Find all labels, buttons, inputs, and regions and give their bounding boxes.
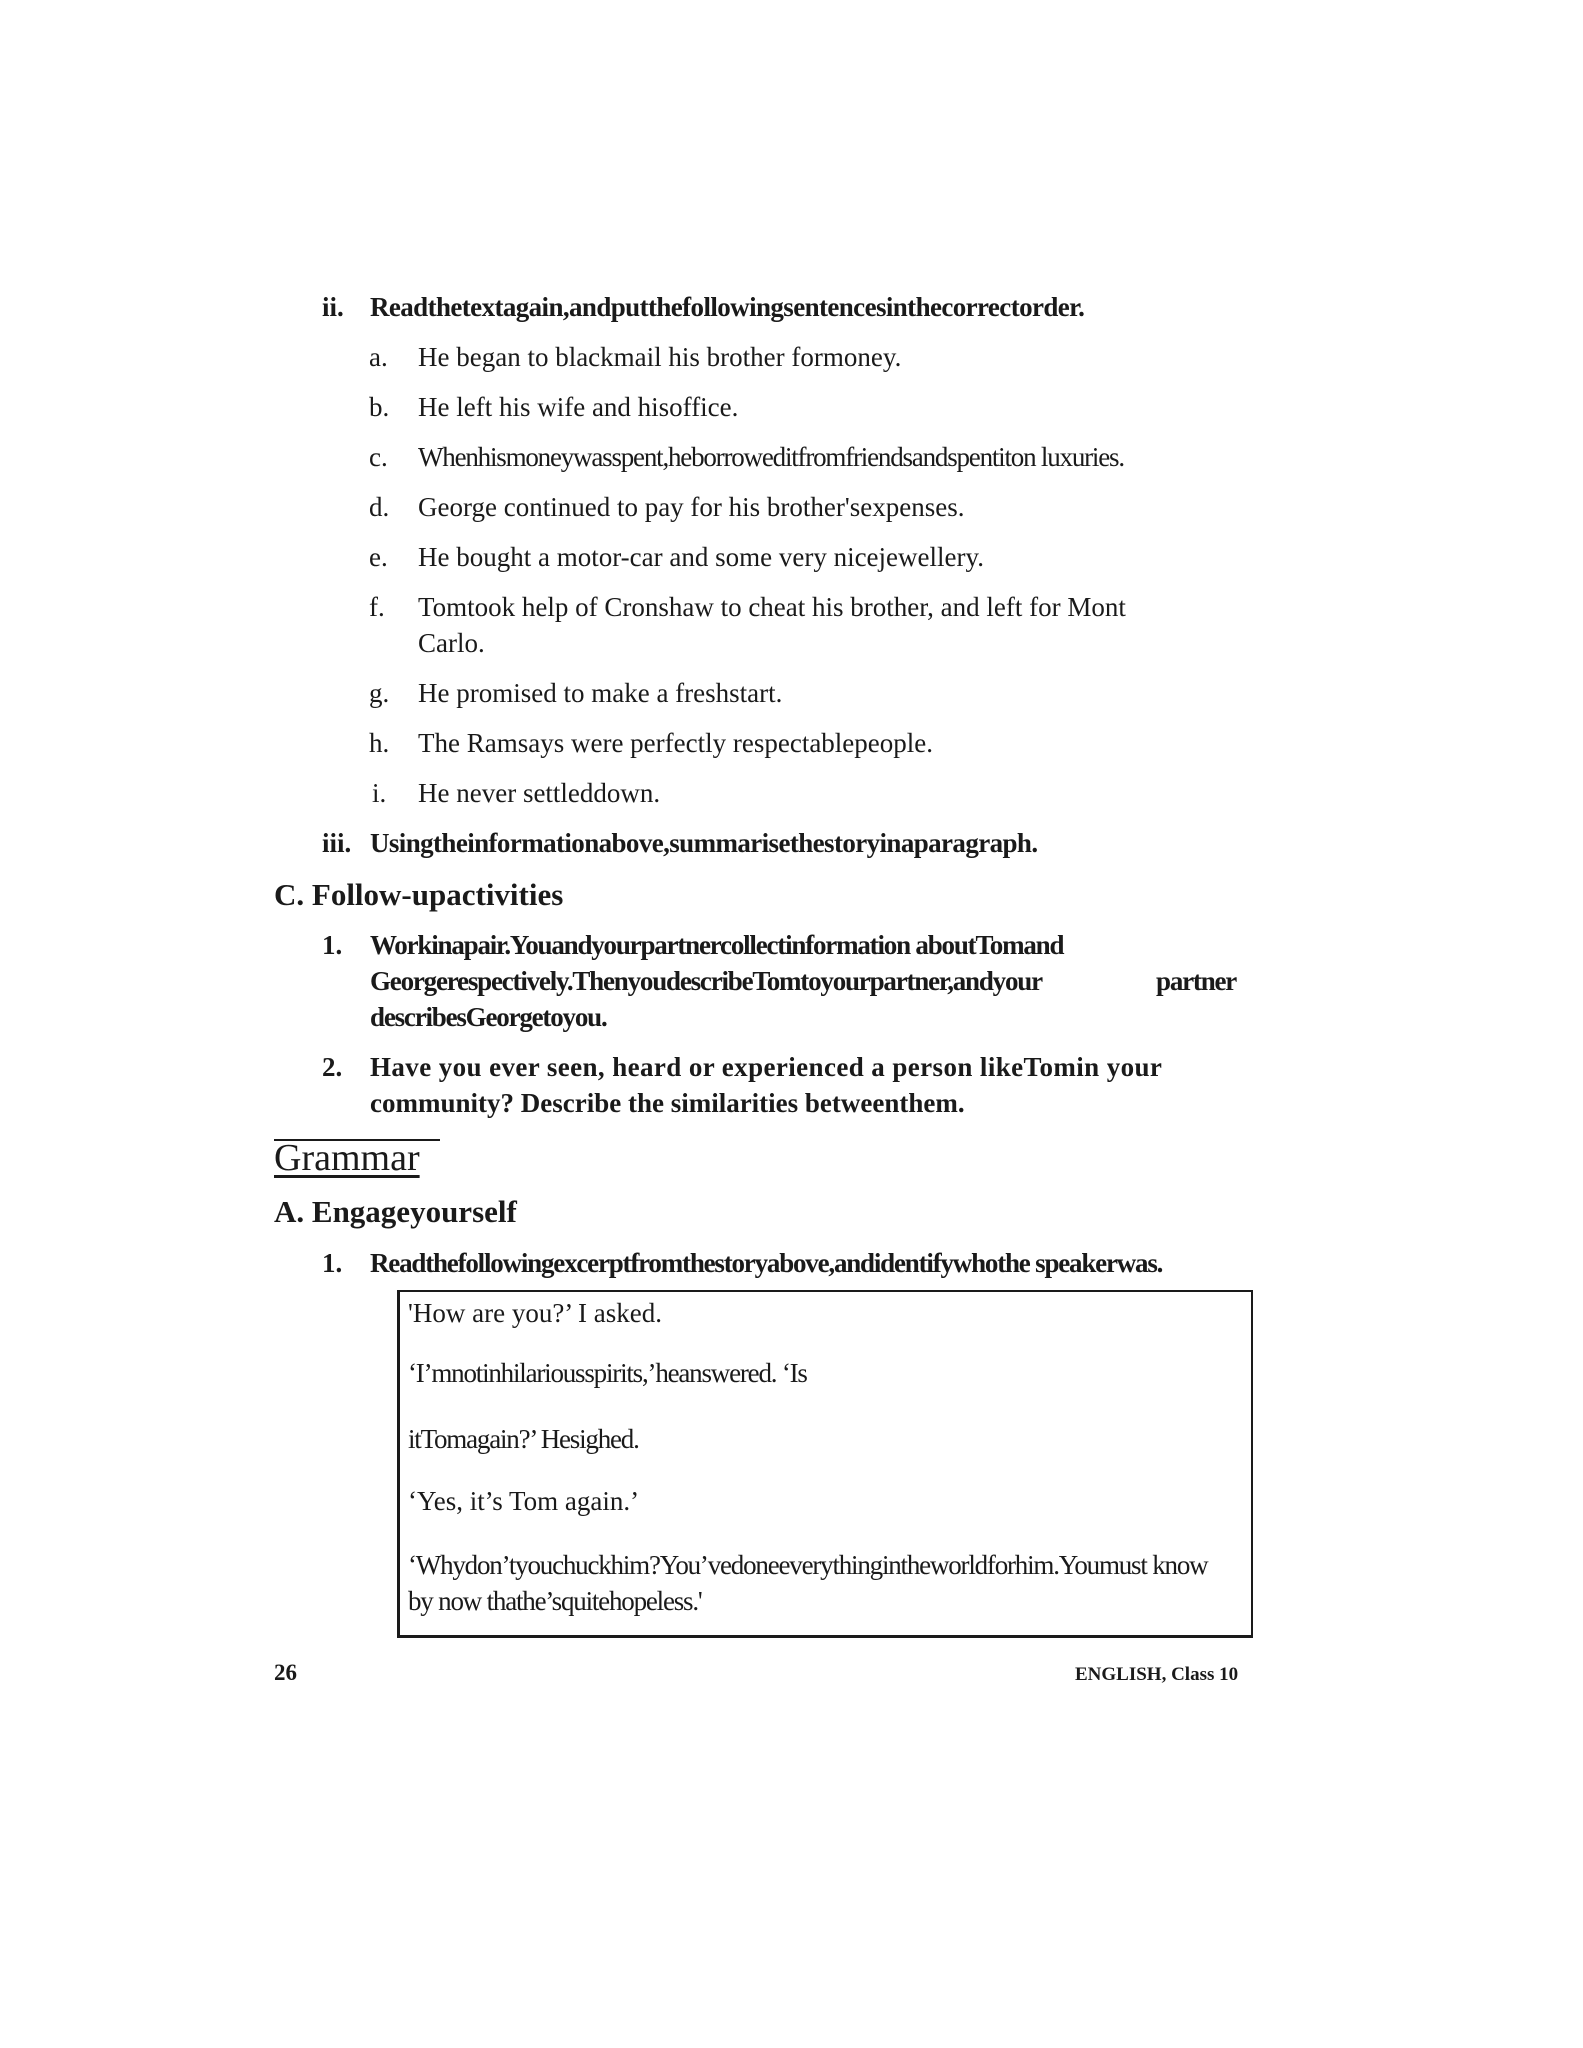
grammar-title: Grammar <box>274 1137 420 1179</box>
item-letter-f: f. <box>369 592 385 622</box>
item-letter-c: c. <box>369 442 388 472</box>
section-heading-engage-yourself: A. Engageyourself <box>274 1194 517 1229</box>
activity-number-1: 1. <box>322 930 343 960</box>
activity-2-line-1: Have you ever seen, heard or experienced a person likeTomin your <box>370 1052 1163 1082</box>
activity-1-line-1: Workinapair.Youandyourpartnercollectinformation aboutTomand <box>370 930 1064 960</box>
section-heading-follow-up: C. Follow-upactivities <box>274 877 564 912</box>
book-title: ENGLISH, Class 10 <box>1075 1664 1239 1685</box>
activity-1-line-2-end: partner <box>1156 966 1237 996</box>
item-text-f-continued: Carlo. <box>418 628 485 658</box>
item-text-d: George continued to pay for his brother'sexpenses. <box>418 492 965 522</box>
excerpt-line-6: by now thathe’squitehopeless.' <box>408 1586 702 1616</box>
grammar-question-instruction-1: Readthefollowingexcerptfromthestoryabove,andidentifywhothe speakerwas. <box>370 1248 1163 1278</box>
question-number-ii: ii. <box>322 292 344 322</box>
grammar-question-number-1: 1. <box>322 1248 343 1278</box>
excerpt-line-5: ‘Whydon’tyouchuckhim?You’vedoneeverythingintheworldforhim.Youmust know <box>408 1550 1208 1580</box>
page-number: 26 <box>274 1660 297 1685</box>
activity-1-line-3: describesGeorgetoyou. <box>370 1002 607 1032</box>
question-instruction-ii: Readthetextagain,andputthefollowingsentencesinthecorrectorder. <box>370 292 1085 322</box>
item-letter-h: h. <box>369 728 390 758</box>
item-text-i: He never settleddown. <box>418 778 661 808</box>
question-instruction-iii: Usingtheinformationabove,summarisethestoryinaparagraph. <box>370 828 1038 858</box>
item-text-b: He left his wife and hisoffice. <box>418 392 739 422</box>
question-number-iii: iii. <box>322 828 352 858</box>
excerpt-line-2: ‘I’mnotinhilariousspirits,’heanswered. ‘Is <box>408 1358 807 1388</box>
item-text-e: He bought a motor-car and some very nicejewellery. <box>418 542 984 572</box>
item-letter-i: i. <box>372 778 387 808</box>
item-text-c: Whenhismoneywasspent,heborroweditfromfriendsandspentiton luxuries. <box>418 442 1124 472</box>
activity-number-2: 2. <box>322 1052 343 1082</box>
item-letter-e: e. <box>369 542 388 572</box>
excerpt-line-1: 'How are you?’ I asked. <box>408 1298 663 1328</box>
activity-1-line-2: Georgerespectively.ThenyoudescribeTomtoyourpartner,andyour <box>370 966 1042 996</box>
activity-2-line-2: community? Describe the similarities betweenthem. <box>370 1088 965 1118</box>
excerpt-line-4: ‘Yes, it’s Tom again.’ <box>408 1486 640 1516</box>
item-text-a: He began to blackmail his brother formoney. <box>418 342 902 372</box>
item-letter-b: b. <box>369 392 390 422</box>
item-text-f: Tomtook help of Cronshaw to cheat his brother, and left for Mont <box>418 592 1126 622</box>
item-letter-g: g. <box>369 678 390 708</box>
item-text-h: The Ramsays were perfectly respectablepeople. <box>418 728 934 758</box>
item-letter-a: a. <box>369 342 388 372</box>
item-text-g: He promised to make a freshstart. <box>418 678 783 708</box>
item-letter-d: d. <box>369 492 390 522</box>
excerpt-line-3: itTomagain?’ Hesighed. <box>408 1424 639 1454</box>
